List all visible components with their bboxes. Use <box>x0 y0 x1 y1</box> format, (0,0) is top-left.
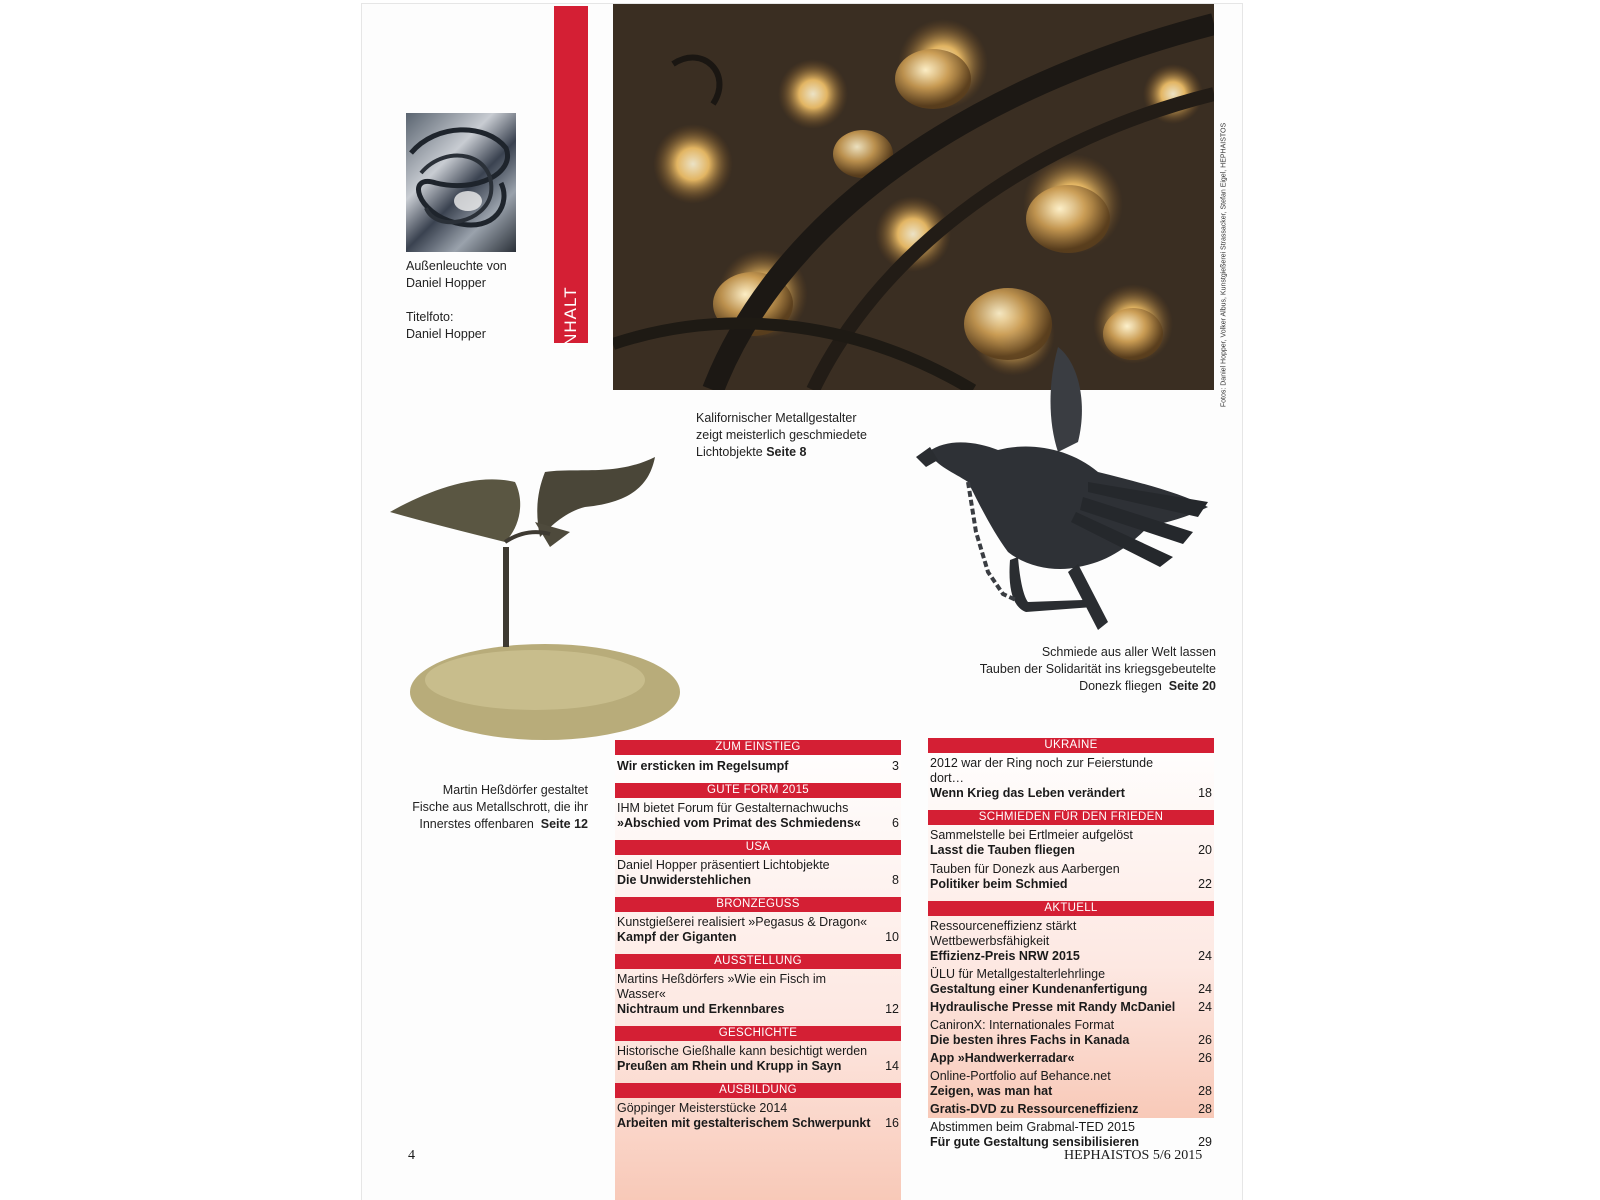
inhalt-banner <box>554 6 588 352</box>
toc-entry-subtitle: Kunstgießerei realisiert »Pegasus & Dragon« <box>617 915 868 929</box>
toc-entry-page: 26 <box>1198 1051 1212 1065</box>
toc-section-header: ZUM EINSTIEG <box>615 740 901 755</box>
toc-entry-subtitle: CanironX: Internationales Format <box>930 1018 1115 1032</box>
toc-entry[interactable] <box>928 1099 1214 1117</box>
hopper-caption-page: Seite 8 <box>766 445 807 459</box>
toc-section-usa <box>615 840 901 888</box>
toc-entry[interactable] <box>928 997 1214 1015</box>
toc-entry-subtitle: 2012 war der Ring noch zur Feierstunde dort… <box>930 756 1154 785</box>
toc-section-ukraine <box>928 738 1214 801</box>
toc-entry-subtitle: Tauben für Donezk aus Aarbergen <box>930 862 1120 876</box>
page-number: 4 <box>408 1148 415 1163</box>
toc-entry-title: Hydraulische Presse mit Randy McDaniel <box>930 1000 1176 1014</box>
toc-entry[interactable] <box>928 1066 1214 1099</box>
toc-entry-subtitle: Göppinger Meisterstücke 2014 <box>617 1101 788 1115</box>
toc-right-column <box>928 738 1214 1149</box>
fish-caption-line1: Martin Heßdörfer gestaltet <box>442 783 588 797</box>
toc-entry-page: 24 <box>1198 982 1212 996</box>
toc-entry-title: Wenn Krieg das Leben verändert <box>930 786 1125 800</box>
toc-entry-subtitle: Daniel Hopper präsentiert Lichtobjekte <box>617 858 830 872</box>
toc-section-header: BRONZEGUSS <box>615 897 901 912</box>
toc-entry[interactable] <box>615 969 901 1017</box>
toc-entry-subtitle: Ressourceneffizienz stärkt Wettbewerbsfähigkeit <box>930 919 1077 948</box>
toc-entry-page: 22 <box>1198 877 1212 891</box>
dove-sculpture-image <box>908 332 1213 644</box>
dove-caption-line3 <box>940 678 1216 695</box>
toc-section-gute-form <box>615 783 901 831</box>
toc-section-ausstellung <box>615 954 901 1017</box>
fish-caption <box>380 782 588 833</box>
toc-entry[interactable] <box>615 1098 901 1131</box>
toc-entry-title: Wir ersticken im Regelsumpf <box>617 759 789 773</box>
toc-entry-title: Zeigen, was man hat <box>930 1084 1053 1098</box>
hopper-caption <box>696 410 867 461</box>
toc-entry-subtitle: Online-Portfolio auf Behance.net <box>930 1069 1111 1083</box>
toc-entry-title: Die Unwiderstehlichen <box>617 873 752 887</box>
hopper-caption-line2: zeigt meisterlich geschmiedete <box>696 428 867 442</box>
thumbnail-caption <box>406 258 507 292</box>
toc-entry-page: 20 <box>1198 843 1212 857</box>
thumbnail-caption-line2: Daniel Hopper <box>406 276 486 290</box>
photo-credit <box>1218 122 1230 408</box>
toc-entry-subtitle: Historische Gießhalle kann besichtigt werden <box>617 1044 868 1058</box>
toc-section-ausbildung <box>615 1083 901 1131</box>
hopper-caption-line1: Kalifornischer Metallgestalter <box>696 411 857 425</box>
thumbnail-caption-line1: Außenleuchte von <box>406 259 507 273</box>
toc-section-header: AKTUELL <box>928 901 1214 916</box>
toc-entry-page: 28 <box>1198 1084 1212 1098</box>
toc-entry[interactable] <box>615 855 901 888</box>
title-photo-caption-line1: Titelfoto: <box>406 310 454 324</box>
toc-entry-title: Effizienz-Preis NRW 2015 <box>930 949 1080 963</box>
outdoor-lamp-image <box>406 113 516 252</box>
toc-section-geschichte <box>615 1026 901 1074</box>
toc-section-header: SCHMIEDEN FÜR DEN FRIEDEN <box>928 810 1214 825</box>
dove-caption-line1: Schmiede aus aller Welt lassen <box>1041 645 1216 659</box>
toc-entry[interactable] <box>928 1048 1214 1066</box>
toc-entry[interactable] <box>928 1117 1214 1150</box>
toc-section-header: GUTE FORM 2015 <box>615 783 901 798</box>
toc-entry[interactable] <box>615 1041 901 1074</box>
toc-entry-page: 10 <box>885 930 899 944</box>
dove-caption-text: Donezk fliegen <box>1079 679 1162 693</box>
toc-entry[interactable] <box>615 912 901 945</box>
toc-entry[interactable] <box>615 798 901 831</box>
toc-section-header: USA <box>615 840 901 855</box>
inhalt-label: INHALT <box>561 286 580 352</box>
toc-entry[interactable] <box>928 825 1214 858</box>
hopper-caption-text: Lichtobjekte <box>696 445 763 459</box>
magazine-issue: HEPHAISTOS 5/6 2015 <box>1064 1148 1203 1163</box>
toc-entry-page: 3 <box>892 759 899 773</box>
toc-entry[interactable] <box>928 1015 1214 1048</box>
toc-section-bronzeguss <box>615 897 901 945</box>
hopper-caption-line3 <box>696 444 867 461</box>
toc-entry-page: 6 <box>892 816 899 830</box>
title-photo-caption <box>406 309 486 343</box>
toc-entry-subtitle: Abstimmen beim Grabmal-TED 2015 <box>930 1120 1135 1134</box>
fish-sculpture-image <box>385 452 690 752</box>
toc-entry-title: Lasst die Tauben fliegen <box>930 843 1075 857</box>
toc-entry-title: Arbeiten mit gestalterischem Schwerpunkt <box>617 1116 871 1130</box>
dove-caption-page: Seite 20 <box>1168 679 1216 693</box>
dove-caption-line2: Tauben der Solidarität ins kriegsgebeutelte <box>979 662 1216 676</box>
dove-caption <box>940 644 1216 695</box>
toc-entry-page: 8 <box>892 873 899 887</box>
toc-section-schmieden-fuer-den-frieden <box>928 810 1214 892</box>
toc-entry-title: Für gute Gestaltung sensibilisieren <box>930 1135 1140 1149</box>
fish-caption-line3 <box>380 816 588 833</box>
toc-entry-subtitle: Sammelstelle bei Ertlmeier aufgelöst <box>930 828 1133 842</box>
fish-caption-line2: Fische aus Metallschrott, die ihr <box>412 800 588 814</box>
toc-entry-page: 12 <box>885 1002 899 1016</box>
toc-entry-page: 26 <box>1198 1033 1212 1047</box>
toc-entry[interactable] <box>928 858 1214 892</box>
toc-entry-subtitle: Martins Heßdörfers »Wie ein Fisch im Wasser« <box>617 972 827 1001</box>
toc-entry-title: Nichtraum und Erkennbares <box>617 1002 785 1016</box>
toc-section-header: AUSSTELLUNG <box>615 954 901 969</box>
toc-entry-subtitle: ÜLU für Metallgestalterlehrlinge <box>930 967 1106 981</box>
toc-entry-title: Die besten ihres Fachs in Kanada <box>930 1033 1130 1047</box>
toc-section-aktuell <box>928 901 1214 1150</box>
toc-section-header: AUSBILDUNG <box>615 1083 901 1098</box>
toc-entry-title: Gratis-DVD zu Ressourceneffizienz <box>930 1102 1139 1116</box>
photo-credit-text: Fotos: Daniel Hopper, Volker Albus, Kunstgießerei Strassacker, Stefan Eigel, HEPHAISTOS <box>1220 122 1228 408</box>
fish-caption-text: Innerstes offenbaren <box>419 817 534 831</box>
toc-entry-title: Preußen am Rhein und Krupp in Sayn <box>617 1059 842 1073</box>
outdoor-lamp-thumbnail <box>406 113 516 252</box>
toc-entry-page: 16 <box>885 1116 899 1130</box>
toc-entry-page: 28 <box>1198 1102 1212 1116</box>
title-photo-caption-line2: Daniel Hopper <box>406 327 486 341</box>
toc-entry-page: 18 <box>1198 786 1212 800</box>
toc-entry[interactable] <box>615 755 901 774</box>
toc-entry-title: Gestaltung einer Kundenanfertigung <box>930 982 1148 996</box>
toc-section-zum-einstieg <box>615 740 901 774</box>
toc-entry[interactable] <box>928 916 1214 964</box>
toc-entry-title: »Abschied vom Primat des Schmiedens« <box>617 816 861 830</box>
toc-entry-subtitle: IHM bietet Forum für Gestalternachwuchs <box>617 801 849 815</box>
toc-entry[interactable] <box>928 964 1214 997</box>
toc-entry[interactable] <box>928 753 1214 801</box>
fish-caption-page: Seite 12 <box>540 817 588 831</box>
toc-entry-page: 14 <box>885 1059 899 1073</box>
toc-entry-title: Kampf der Giganten <box>617 930 737 944</box>
toc-left-column <box>615 740 901 1200</box>
toc-entry-title: App »Handwerkerradar« <box>930 1051 1075 1065</box>
toc-entry-page: 24 <box>1198 949 1212 963</box>
toc-entry-page: 29 <box>1198 1135 1212 1149</box>
toc-entry-page: 24 <box>1198 1000 1212 1014</box>
toc-section-header: GESCHICHTE <box>615 1026 901 1041</box>
toc-section-header: UKRAINE <box>928 738 1214 753</box>
toc-entry-title: Politiker beim Schmied <box>930 877 1068 891</box>
